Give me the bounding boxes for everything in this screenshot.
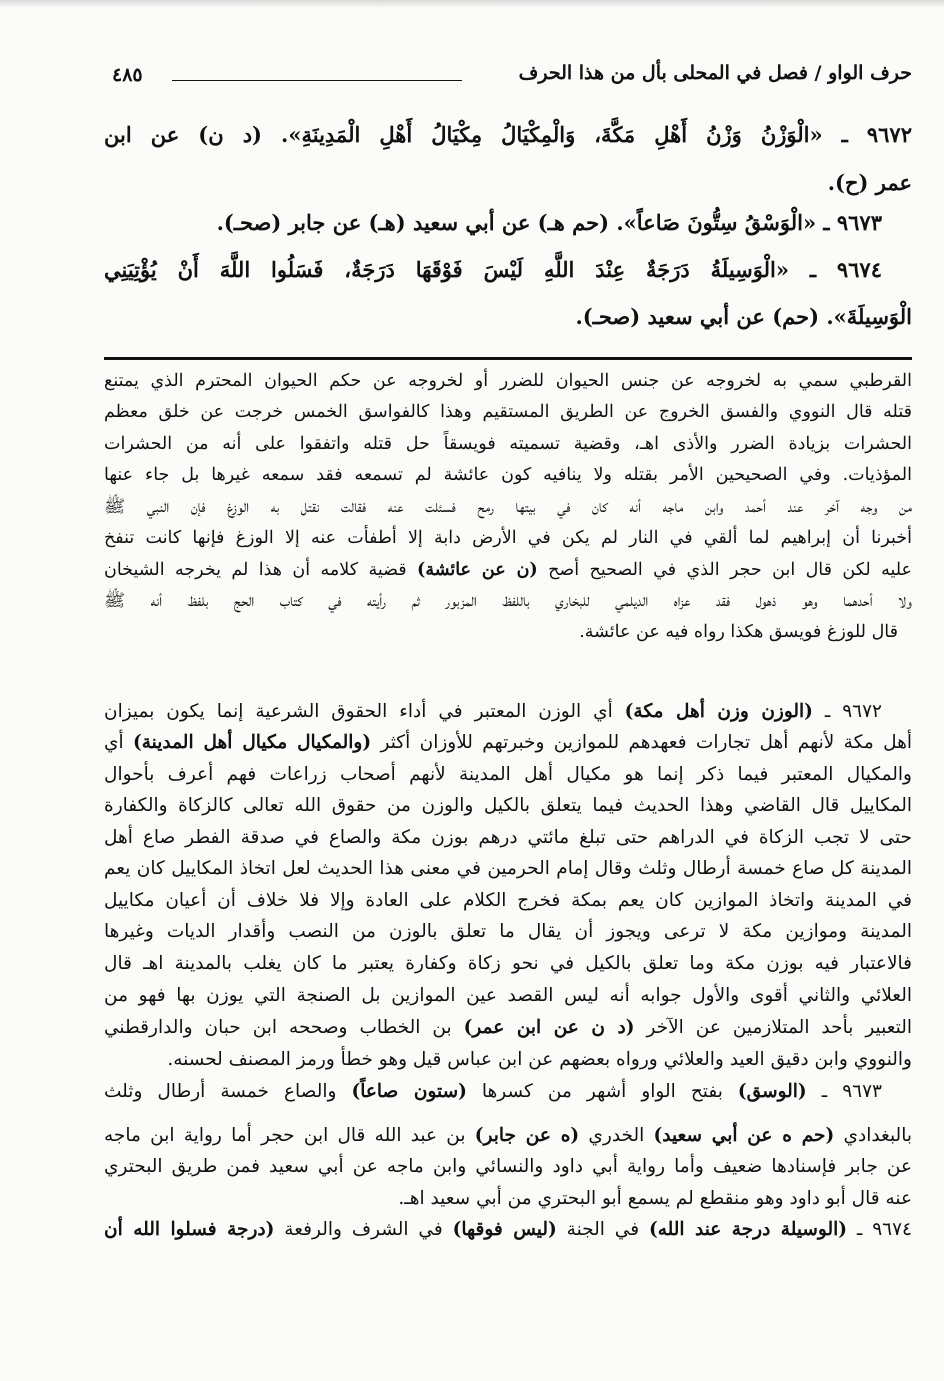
page-number: ٤٨٥ [112,64,143,86]
header-rule [172,80,462,81]
text-segment: قتله قال النووي والفسق الخروج عن الطريق المستقيم وهذا كالفواسق الخمس خرجت عن خلق معظم [104,402,912,422]
text-segment: في الشرف والرفعة [274,1219,453,1240]
bold-quote-segment: (والمكيال مكيال أهل المدينة) [133,732,372,753]
commentary-line [104,1019,912,1038]
commentary-line [104,829,912,848]
bold-quote-segment: (د ن عن ابن عمر) [463,1017,635,1038]
footnote-line [104,593,912,611]
text-segment: المؤذيات. وفي الصحيحين الأمر بقتله ولا ينافيه كون عائشة لم تسمعه فقد سمعه غيرها بل جاء عنها [104,465,912,485]
text-segment: المدينة وموازين مكة لا ترعى ويجوز أن يقال ما تعلق بالوزن من النصب وأقدار الديات وغيرها [104,921,912,942]
text-segment: بالبغدادي [834,1125,912,1146]
footnote-line [104,562,912,580]
commentary-line [104,797,912,816]
commentary-line [104,703,882,722]
commentary-line [104,1083,882,1102]
text-segment: قال للوزغ فويسق هكذا رواه فيه عن عائشة. [579,622,898,642]
text-segment: بن عبد الله قال ابن حجر أما رواية ابن ماجه [104,1125,475,1146]
text-segment: أهل مكة لأنهم أهل تجارات فعهدهم للموازين وخبرتهم للأوزان أكثر [371,732,913,753]
commentary-line [104,1158,912,1177]
text-segment: ٩٦٧٣ ـ [806,1081,882,1102]
footnote-line [104,373,912,391]
footnote-line [104,624,898,642]
text-segment: في المدينة واتخاذ الموازين كان يعم بمكة فخرج الكلام على العادة وإلا فلا خلاف أن أعيان مكاييل [104,890,912,911]
text-segment: الْوَسِيلَةَ». (حم) عن أبي سعيد (صحـ). [575,304,912,329]
commentary-line [104,987,912,1006]
text-segment: بفتح الواو أشهر من كسرها [466,1081,738,1102]
bold-quote-segment: (ستون صاعاً) [351,1081,467,1102]
commentary-line [104,1221,912,1240]
hadith-line [104,124,912,145]
text-segment: أي [104,732,133,753]
text-segment: من وجه آخر عند أحمد وابن ماجه أنه كان في بيتها رمح فسئلت عنه فقالت نقتل به الوزغ فإن النبي ﷺ [104,497,912,517]
text-segment: ولا أحدهما وهو ذهول فقد عزاه الديلمي للبخاري باللفظ المزبور ثم رأيته في كتاب الحج بلفظ أنه ﷺ [104,591,912,611]
text-segment: أخبرنا أن إبراهيم لما ألقي في النار لم يكن في الأرض دابة إلا أطفأت عنه إلا الوزغ فإنها كانت تنفخ [104,528,912,548]
text-segment: الخدري [579,1125,654,1146]
text-segment: عن جابر فإسنادها ضعيف وأما رواية أبي داود والنسائي وابن ماجه عن أبي سعيد فمن طريق البحتري [104,1156,912,1177]
text-segment: القرطبي سمي به لخروجه عن جنس الحيوان للضرر أو لخروجه عن حكم الحيوان المحترم الذي يمتنع [104,371,912,391]
bold-quote-segment: (حم ه عن أبي سعيد) [653,1125,835,1146]
commentary-line [104,1190,912,1209]
text-segment: قضية كلامه أن هذا لم يخرجه الشيخان [104,560,418,580]
text-segment: عمر (ح). [827,170,912,195]
text-segment: العلائي والثاني أقوى والأول جوابه أنه ليس القصد عين الموازين بل الصنجة التي يوزن بها فهو من [104,985,912,1006]
text-segment: حتى لا تجب الزكاة في الدراهم حتى تبلغ مائتي درهم بوزن مكة والصاع في صدقة الفطر صاع أهل [104,827,912,848]
text-segment: ٩٦٧٤ ـ [847,1219,912,1240]
hadith-line [104,172,912,193]
commentary-line [104,734,912,753]
hadith-line [104,306,912,327]
text-segment: المدينة كل صاع خمسة أرطال وثلث وقال إمام الحرمين في معنى هذا الحديث لعل اتخاذ المكاييل كان يعم [104,858,912,879]
footnote-line [104,530,912,548]
commentary-line [104,766,912,785]
bold-quote-segment: (الوسيلة درجة عند الله) [648,1219,848,1240]
footnote-separator [104,357,912,360]
footnote-line [104,467,912,485]
footnote-line [104,404,912,422]
text-segment: فالاعتبار فيه بوزن مكة وما تعلق بالكيل في نحو زكاة وكفارة يعتبر ما كان يغلب بالمدينة اهـ قال [104,953,912,974]
text-segment: والصاع خمسة أرطال وثلث [104,1081,352,1102]
text-segment: المكاييل قال القاضي وهذا الحديث فيما يتعلق بالكيل والوزن من حقوق الله تعالى كالزكاة والكفارة [104,795,912,816]
scan-edge [0,0,944,8]
commentary-line [104,1051,912,1070]
commentary-line [104,892,912,911]
hadith-line [104,212,882,233]
commentary-line [104,860,912,879]
bold-quote-segment: (ه عن جابر) [474,1125,580,1146]
footnote-line [104,436,912,454]
text-segment: بن الخطاب وصححه ابن حبان والدارقطني [104,1017,464,1038]
bold-quote-segment: (درجة فسلوا الله أن [104,1219,275,1240]
footnote-line [104,499,912,517]
text-segment: عنه قال أبو داود وهو منقطع لم يسمع أبو البحتري من أبي سعيد اهـ. [398,1188,912,1209]
text-segment: والنووي وابن دقيق العيد والعلائي ورواه بعضهم عن ابن عباس قيل وهو خطأ ورمز المصنف لحسنه. [167,1049,912,1070]
text-segment: التعبير بأحد المتلازمين عن الآخر [634,1017,912,1038]
bold-quote-segment: (الوسق) [737,1081,807,1102]
text-segment: ٩٦٧٤ ـ «الْوَسِيلَةُ دَرَجَةٌ عِنْدَ اللَّهِ لَيْسَ فَوْقَهَا دَرَجَةٌ، فَسَلُوا اللَّهَ أَنْ يُؤْتِيَنِي [104,257,882,282]
bold-quote-segment: (الوزن وزن أهل مكة) [624,701,813,722]
bold-quote-segment: (ن عن عائشة) [417,560,538,580]
text-segment: في الجنة [556,1219,649,1240]
running-header-title: حرف الواو / فصل في المحلى بأل من هذا الحرف [518,62,912,84]
text-segment: ٩٦٧٢ ـ [812,701,882,722]
hadith-line [104,259,882,280]
commentary-line [104,1127,912,1146]
text-segment: أي الوزن المعتبر في أداء الحقوق الشرعية إنما يكون بميزان [104,701,625,722]
text-segment: الحشرات بزيادة الضرر والأذى اهـ، وقضية تسميته فويسقاً حل قتله واتفقوا على أنه من الحشرات [104,434,912,454]
text-segment: عليه لكن قال ابن حجر الذي في الصحيح أصح [537,560,913,580]
text-segment: ٩٦٧٢ ـ «الْوَزْنُ وَزْنُ أَهْلِ مَكَّةَ، وَالْمِكْيَالُ مِكْيَالُ أَهْلِ الْمَدِينَةِ». (د ن) عن ابن [104,122,912,147]
bold-quote-segment: (ليس فوقها) [452,1219,557,1240]
text-segment: والمكيال المعتبر فيما ذكر إنما هو مكيال أهل المدينة لأنهم أصحاب زراعات فهم أعرف بأحوال [104,764,912,785]
commentary-line [104,955,912,974]
text-segment: ٩٦٧٣ ـ «الْوَسْقُ سِتُّونَ صَاعاً». (حم هـ) عن أبي سعيد (هـ) عن جابر (صحـ). [216,210,882,235]
commentary-line [104,923,912,942]
